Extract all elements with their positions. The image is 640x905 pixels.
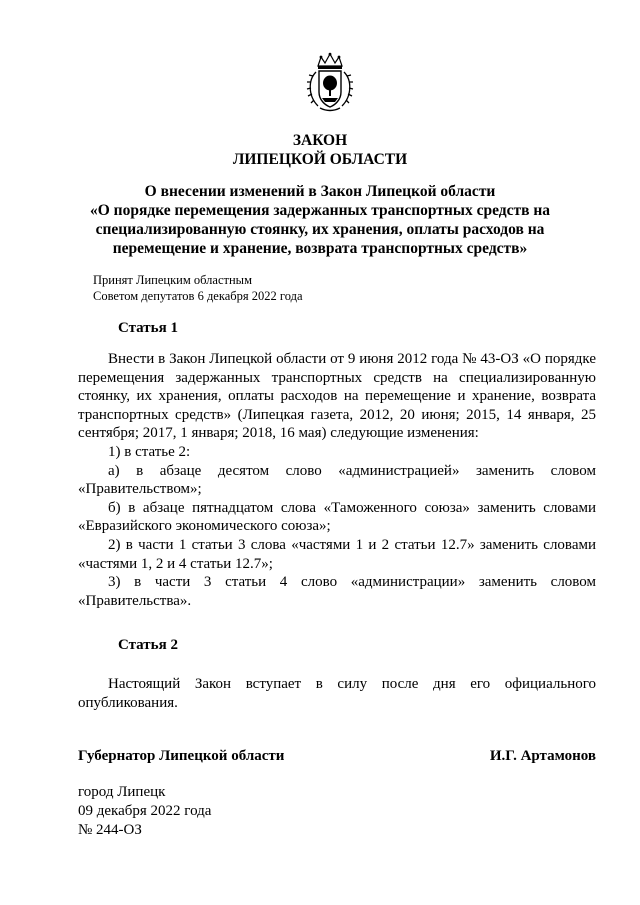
- adoption-note-line-1: Принят Липецким областным: [93, 273, 252, 287]
- article-1-paragraph: Внести в Закон Липецкой области от 9 июня 2012 года № 43-ОЗ «О порядке перемещения задержанных транспортных средств на специализированную стоянку, их хранения, оплаты расходов на перемещение и хранение, возврата транспортных средств» (Липецкая газета, 2012, 20 июня; 2015, 14 января, 25 сентября; 2017, 1 января; 2018, 16 мая) следующие изменения:: [78, 351, 596, 442]
- subject-title-line-3: специализированную стоянку, их хранения, оплаты расходов на: [95, 221, 545, 238]
- adoption-note: [93, 272, 303, 304]
- article-2-paragraph: Настоящий Закон вступает в силу после дня его официального опубликования.: [78, 676, 596, 711]
- footer-city: город Липецк: [78, 784, 166, 800]
- footer-date: 09 декабря 2022 года: [78, 803, 212, 819]
- law-title: [0, 131, 640, 169]
- article-1-paragraph: а) в абзаце десятом слово «администрацией» заменить словом «Правительством»;: [78, 462, 596, 498]
- law-subject-title: [0, 182, 640, 258]
- article-2-body: [78, 675, 596, 712]
- article-1-paragraph: 2) в части 1 статьи 3 слова «частями 1 и 2 статьи 12.7» заменить словами «частями 1, 2 и 4 статьи 12.7»;: [78, 536, 596, 572]
- article-1-body: [78, 350, 596, 610]
- law-title-line-2: ЛИПЕЦКОЙ ОБЛАСТИ: [232, 151, 408, 168]
- signatory-position: Губернатор Липецкой области: [78, 748, 285, 764]
- subject-title-line-4: перемещение и хранение, возврата транспортных средств»: [112, 240, 528, 257]
- law-title-line-1: ЗАКОН: [292, 132, 348, 149]
- article-2-heading: Статья 2: [118, 637, 178, 653]
- article-1-paragraph: 1) в статье 2:: [108, 443, 191, 460]
- adoption-note-line-2: Советом депутатов 6 декабря 2022 года: [93, 289, 303, 303]
- subject-title-line-1: О внесении изменений в Закон Липецкой области: [144, 183, 496, 200]
- subject-title-line-2: «О порядке перемещения задержанных транспортных средств на: [89, 202, 551, 219]
- footer-number: № 244-ОЗ: [78, 822, 142, 838]
- coat-of-arms-icon: [304, 52, 356, 114]
- document-footer: [78, 783, 211, 840]
- article-1-paragraph: б) в абзаце пятнадцатом слова «Таможенного союза» заменить словами «Евразийского экономического союза»;: [78, 499, 596, 535]
- article-1-heading: Статья 1: [118, 320, 178, 336]
- signatory-name: И.Г. Артамонов: [489, 748, 596, 764]
- article-1-paragraph: 3) в части 3 статьи 4 слово «администрации» заменить словом «Правительства».: [78, 574, 596, 609]
